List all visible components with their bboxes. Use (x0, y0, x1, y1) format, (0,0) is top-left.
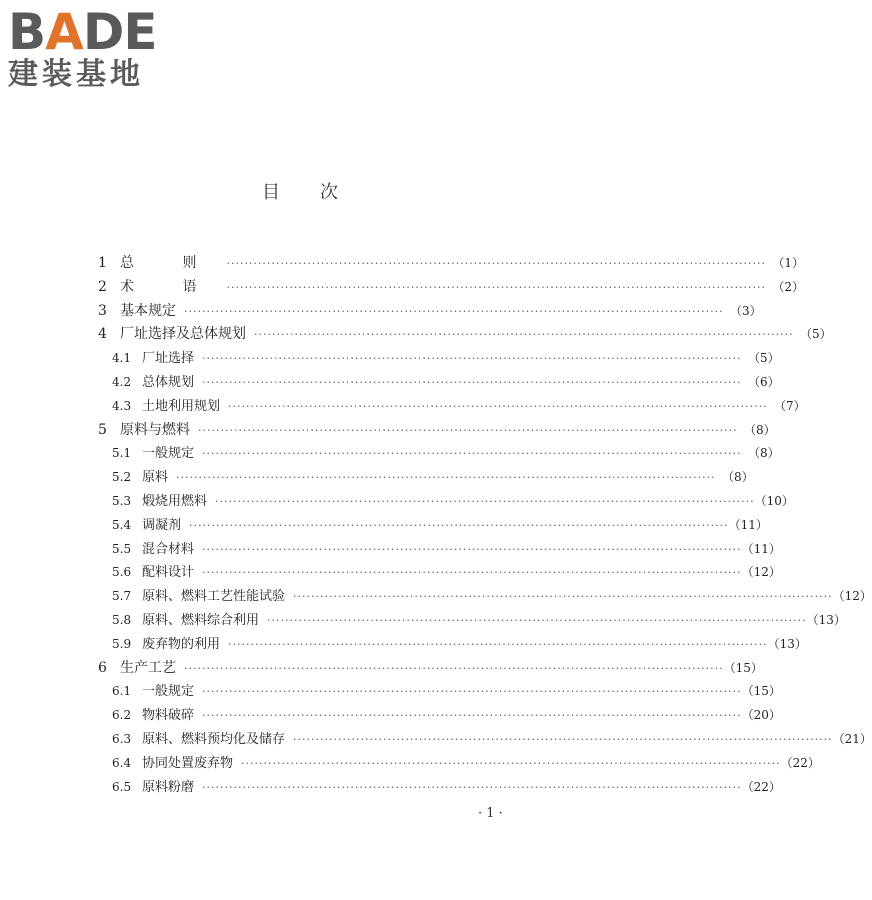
toc-entry-label: 配料设计 (142, 565, 195, 581)
toc-entry-number: 5.6 (112, 565, 132, 580)
toc-leader-dots: ························································································································ (254, 328, 794, 342)
toc-entry-page: （7） (773, 398, 806, 413)
toc-entry-label: 基本规定 (120, 302, 176, 319)
toc-entry-page: （13） (806, 612, 846, 627)
toc-entry-label: 废弃物的利用 (142, 636, 221, 652)
toc-entry-number: 5.2 (112, 470, 132, 485)
toc-leader-dots: ························································································································ (202, 685, 742, 699)
page-number: · 1 · (478, 806, 503, 821)
toc-entry-page: （22） (780, 755, 820, 770)
page-title: 目次 (262, 182, 378, 203)
toc-entry-number: 2 (98, 278, 107, 295)
brand-logo (8, 3, 178, 96)
toc-leader-dots: ························································································································ (228, 637, 768, 651)
toc-entry[interactable] (98, 490, 794, 514)
toc-entry[interactable] (98, 395, 806, 419)
toc-entry[interactable] (98, 252, 805, 276)
toc-entry-page: （11） (728, 517, 768, 532)
toc-entry[interactable] (98, 514, 768, 538)
table-of-contents (98, 252, 872, 799)
toc-entry-number: 4.1 (112, 351, 132, 366)
toc-leader-dots: ························································································································ (189, 518, 729, 532)
toc-leader-dots: ························································································································ (202, 447, 742, 461)
toc-leader-dots: ························································································································ (241, 756, 781, 770)
toc-entry-label: 土地利用规划 (142, 398, 221, 414)
logo-letters-de: DE (82, 3, 157, 61)
toc-leader-dots: ························································································································ (202, 542, 742, 556)
toc-entry-page: （20） (741, 708, 781, 723)
toc-entry-page: （15） (723, 660, 763, 675)
toc-entry-number: 5.8 (112, 612, 132, 627)
toc-entry-page: （12） (741, 565, 781, 580)
toc-entry[interactable] (98, 323, 832, 347)
toc-entry-page: （15） (741, 684, 781, 699)
toc-entry-number: 5.3 (112, 493, 132, 508)
toc-entry-label: 协同处置废弃物 (142, 755, 234, 771)
toc-entry[interactable] (98, 276, 805, 300)
toc-leader-dots: ························································································································ (293, 732, 833, 746)
toc-entry-page: （1） (772, 256, 805, 270)
toc-entry-label: 术 语 (120, 278, 219, 295)
toc-entry-number: 6.3 (112, 731, 132, 746)
toc-entry-label: 一般规定 (142, 446, 195, 462)
toc-entry-label: 原料、燃料工艺性能试验 (142, 589, 286, 605)
toc-leader-dots: ························································································································ (202, 780, 742, 794)
toc-entry-label: 煅烧用燃料 (142, 493, 208, 509)
toc-entry[interactable] (98, 633, 807, 657)
toc-entry[interactable] (98, 419, 776, 443)
toc-entry-number: 5.5 (112, 541, 132, 556)
toc-entry-number: 3 (98, 302, 107, 319)
toc-entry[interactable] (98, 442, 780, 466)
toc-entry-number: 6.1 (112, 684, 132, 699)
toc-entry[interactable] (98, 657, 763, 681)
toc-entry-page: （5） (799, 327, 832, 342)
toc-entry[interactable] (98, 680, 781, 704)
toc-entry-label: 生产工艺 (120, 659, 176, 676)
toc-entry-label: 物料破碎 (142, 708, 195, 724)
toc-entry-number: 6 (98, 659, 107, 676)
toc-entry-page: （3） (729, 303, 762, 318)
toc-leader-dots: ························································································································ (202, 566, 742, 580)
toc-entry-page: （10） (754, 493, 794, 508)
toc-entry[interactable] (98, 585, 872, 609)
logo-letter-a: A (45, 3, 83, 61)
toc-entry-page: （11） (741, 541, 781, 556)
toc-entry-page: （5） (747, 351, 780, 366)
logo-wordmark (8, 3, 178, 61)
toc-entry-label: 原料粉磨 (142, 779, 195, 795)
toc-entry-page: （12） (832, 589, 872, 604)
toc-entry-number: 5.7 (112, 589, 132, 604)
toc-entry[interactable] (98, 347, 780, 371)
logo-subtitle: 建装基地 (8, 57, 144, 92)
toc-entry[interactable] (98, 776, 781, 800)
toc-entry[interactable] (98, 561, 781, 585)
toc-entry-label: 调凝剂 (142, 517, 182, 533)
toc-entry-page: （13） (767, 636, 807, 651)
toc-leader-dots: ························································································································ (202, 709, 742, 723)
toc-entry[interactable] (98, 371, 780, 395)
toc-entry[interactable] (98, 704, 781, 728)
toc-entry-number: 1 (98, 255, 107, 271)
toc-entry-page: （8） (747, 446, 780, 461)
toc-leader-dots: ························································································································ (226, 257, 767, 270)
toc-entry-label: 原料、燃料综合利用 (142, 612, 260, 628)
toc-entry-label: 原料 (142, 470, 169, 486)
toc-entry-number: 5.9 (112, 636, 132, 651)
toc-entry-number: 5 (98, 421, 107, 438)
toc-entry-number: 4 (98, 326, 107, 343)
logo-letter-b: B (8, 3, 46, 61)
toc-entry[interactable] (98, 752, 820, 776)
toc-entry-number: 4.3 (112, 398, 132, 413)
toc-leader-dots: ························································································································ (176, 471, 716, 485)
toc-entry-label: 原料与燃料 (120, 421, 190, 438)
toc-entry-label: 混合材料 (142, 541, 195, 557)
toc-entry-label: 总体规划 (142, 374, 195, 390)
toc-entry-page: （2） (772, 279, 805, 294)
toc-entry-number: 4.2 (112, 374, 132, 389)
toc-leader-dots: ························································································································ (226, 280, 767, 294)
toc-entry-page: （21） (832, 731, 872, 746)
toc-entry[interactable] (98, 466, 754, 490)
toc-entry[interactable] (98, 728, 872, 752)
toc-entry-page: （22） (741, 779, 781, 794)
toc-leader-dots: ························································································································ (198, 423, 738, 437)
toc-entry-label: 厂址选择及总体规划 (120, 326, 246, 343)
toc-leader-dots: ························································································································ (202, 352, 742, 366)
toc-entry-number: 6.2 (112, 708, 132, 723)
toc-leader-dots: ························································································································ (228, 399, 768, 413)
toc-entry-number: 5.1 (112, 446, 132, 461)
toc-entry-label: 一般规定 (142, 684, 195, 700)
toc-leader-dots: ························································································································ (293, 590, 833, 604)
toc-entry[interactable] (98, 609, 846, 633)
toc-entry[interactable] (98, 538, 781, 562)
toc-entry-label: 总 则 (120, 255, 219, 271)
toc-entry-label: 原料、燃料预均化及储存 (142, 731, 286, 747)
toc-entry-page: （6） (747, 374, 780, 389)
toc-entry-number: 5.4 (112, 517, 132, 532)
toc-entry[interactable] (98, 300, 762, 324)
toc-leader-dots: ························································································································ (184, 661, 724, 675)
toc-entry-page: （8） (743, 422, 776, 437)
toc-leader-dots: ························································································································ (215, 494, 755, 508)
toc-entry-page: （8） (721, 470, 754, 485)
toc-leader-dots: ························································································································ (267, 613, 807, 627)
toc-leader-dots: ························································································································ (202, 375, 742, 389)
toc-entry-number: 6.4 (112, 755, 132, 770)
toc-entry-label: 厂址选择 (142, 351, 195, 367)
toc-leader-dots: ························································································································ (184, 304, 724, 318)
toc-entry-number: 6.5 (112, 779, 132, 794)
